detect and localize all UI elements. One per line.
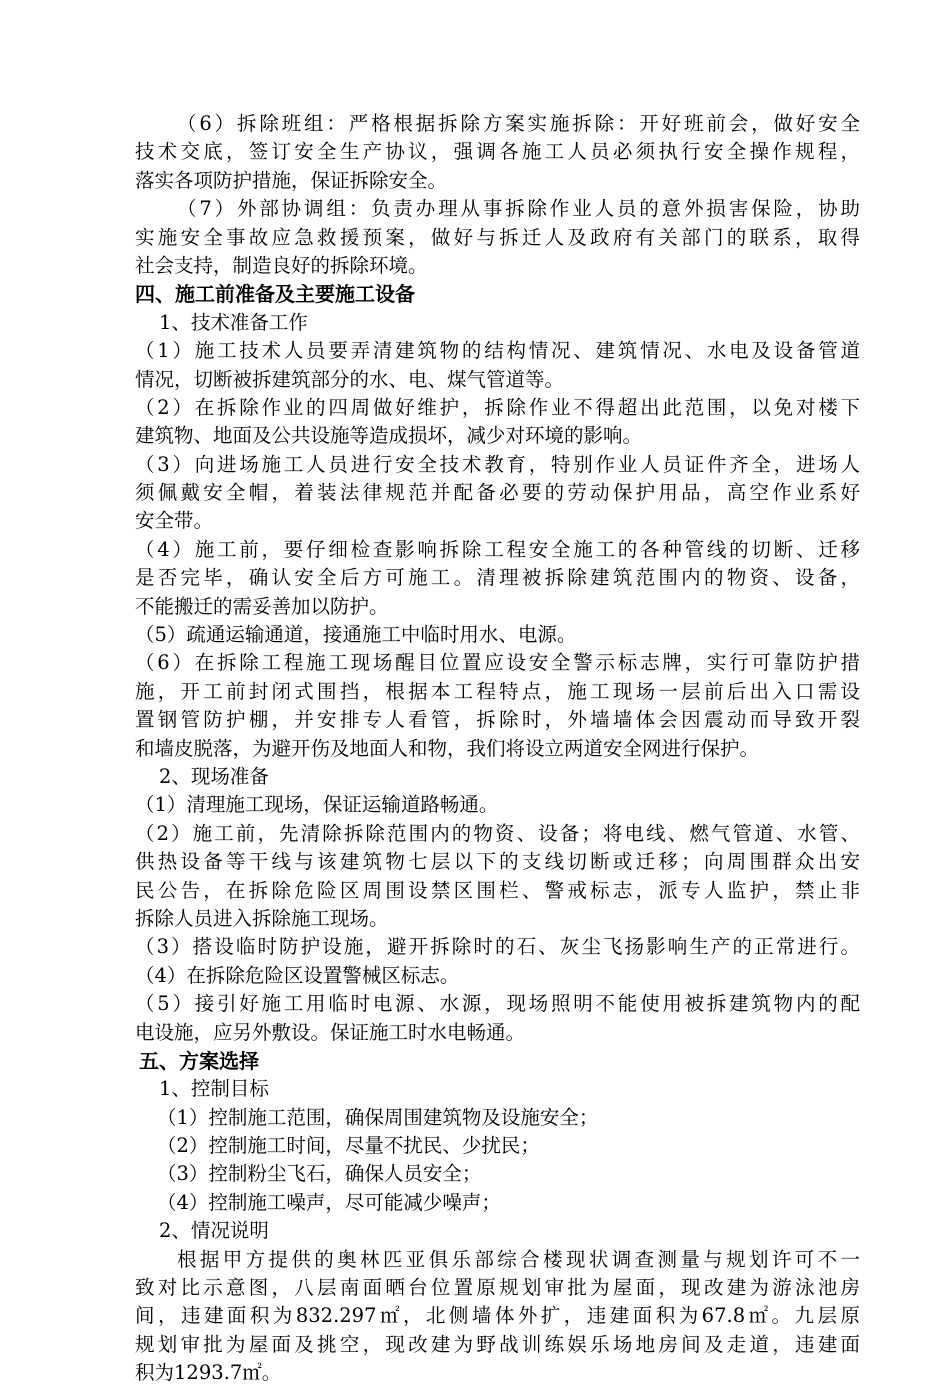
paragraph-line: 根据甲方提供的奥林匹亚俱乐部综合楼现状调查测量与规划许可不一 <box>177 1247 860 1271</box>
paragraph-line: 社会支持，制造良好的拆除环境。 <box>135 253 428 277</box>
paragraph-line: 供热设备等干线与该建筑物七层以下的支线切断或迁移；向周围群众出安 <box>135 850 860 874</box>
paragraph-line: 技术交底，签订安全生产协议，强调各施工人员必须执行安全操作规程， <box>135 140 860 164</box>
list-item: （4）控制施工噪声，尽可能减少噪声； <box>157 1190 501 1214</box>
subsection-heading: 2、现场准备 <box>159 764 269 788</box>
paragraph-line: （6）拆除班组：严格根据拆除方案实施拆除：开好班前会，做好安全 <box>177 112 860 135</box>
section-heading: 五、方案选择 <box>139 1048 259 1073</box>
paragraph-line: （3）搭设临时防护设施，避开拆除时的石、灰尘飞扬影响生产的正常进行。 <box>135 935 860 959</box>
paragraph-line: 不能搬迁的需妥善加以防护。 <box>135 594 389 618</box>
paragraph-line: （4）在拆除危险区设置警械区标志。 <box>135 963 460 987</box>
section-heading: 四、施工前准备及主要施工设备 <box>135 282 415 307</box>
list-item: （2）控制施工时间，尽量不扰民、少扰民； <box>157 1134 540 1158</box>
paragraph-line: 致对比示意图，八层南面晒台位置原规划审批为屋面，现改建为游泳池房 <box>135 1276 860 1300</box>
paragraph-line: 情况，切断被拆建筑部分的水、电、煤气管道等。 <box>135 367 565 391</box>
paragraph-line: （7）外部协调组：负责办理从事拆除作业人员的意外损害保险，协助 <box>177 197 860 221</box>
subsection-heading: 1、控制目标 <box>159 1077 269 1101</box>
paragraph-line: 实施安全事故应急救援预案，做好与拆迁人及政府有关部门的联系，取得 <box>135 225 860 249</box>
list-item: （3）控制粉尘飞石，确保人员安全； <box>157 1162 482 1186</box>
paragraph-line: （1）清理施工现场，保证运输道路畅通。 <box>135 793 499 817</box>
paragraph-line: 建筑物、地面及公共设施等造成损坏，减少对环境的影响。 <box>135 424 643 448</box>
paragraph-line: （2）施工前，先清除拆除范围内的物资、设备；将电线、燃气管道、水管、 <box>135 821 860 845</box>
paragraph-line: （1）施工技术人员要弄清建筑物的结构情况、建筑情况、水电及设备管道 <box>135 339 860 363</box>
paragraph-line: 电设施，应另外敷设。保证施工时水电畅通。 <box>135 1020 526 1044</box>
paragraph-line: 规划审批为屋面及挑空，现改建为野战训练娱乐场地房间及走道，违建面 <box>135 1332 860 1356</box>
paragraph-line: 施，开工前封闭式围挡，根据本工程特点，施工现场一层前后出入口需设 <box>135 679 860 703</box>
paragraph-line: 和墙皮脱落，为避开伤及地面人和物，我们将设立两道安全网进行保护。 <box>135 736 760 760</box>
paragraph-line: 是否完毕，确认安全后方可施工。清理被拆除建筑范围内的物资、设备， <box>135 566 860 590</box>
paragraph-line: 安全带。 <box>135 509 214 533</box>
paragraph-line: 积为1293.7㎡。 <box>135 1361 282 1385</box>
paragraph-line: （5）接引好施工用临时电源、水源，现场照明不能使用被拆建筑物内的配 <box>135 992 860 1016</box>
paragraph-line: 民公告，在拆除危险区周围设禁区围栏、警戒标志，派专人监护，禁止非 <box>135 878 860 902</box>
paragraph-line: （3）向进场施工人员进行安全技术教育，特别作业人员证件齐全，进场人 <box>135 452 860 476</box>
paragraph-line: 间，违建面积为832.297㎡，北侧墙体外扩，违建面积为67.8㎡。九层原 <box>135 1304 860 1328</box>
paragraph-line: 须佩戴安全帽，着装法律规范并配备必要的劳动保护用品，高空作业系好 <box>135 481 860 505</box>
document-page <box>135 110 860 1388</box>
paragraph-line: 拆除人员进入拆除施工现场。 <box>135 906 389 930</box>
paragraph-line: （2）在拆除作业的四周做好维护，拆除作业不得超出此范围，以免对楼下 <box>135 395 860 419</box>
paragraph-line: （6）在拆除工程施工现场醒目位置应设安全警示标志牌，实行可靠防护措 <box>135 651 860 675</box>
paragraph-line: （5）疏通运输通道，接通施工中临时用水、电源。 <box>135 623 577 647</box>
paragraph-line: （4）施工前，要仔细检查影响拆除工程安全施工的各种管线的切断、迁移 <box>135 537 860 561</box>
list-item: （1）控制施工范围，确保周围建筑物及设施安全； <box>157 1105 599 1129</box>
subsection-heading: 2、情况说明 <box>159 1219 269 1243</box>
paragraph-line: 置钢管防护棚，并安排专人看管，拆除时，外墙墙体会因震动而导致开裂 <box>135 708 860 732</box>
subsection-heading: 1、技术准备工作 <box>159 310 308 334</box>
paragraph-line: 落实各项防护措施，保证拆除安全。 <box>135 168 448 192</box>
